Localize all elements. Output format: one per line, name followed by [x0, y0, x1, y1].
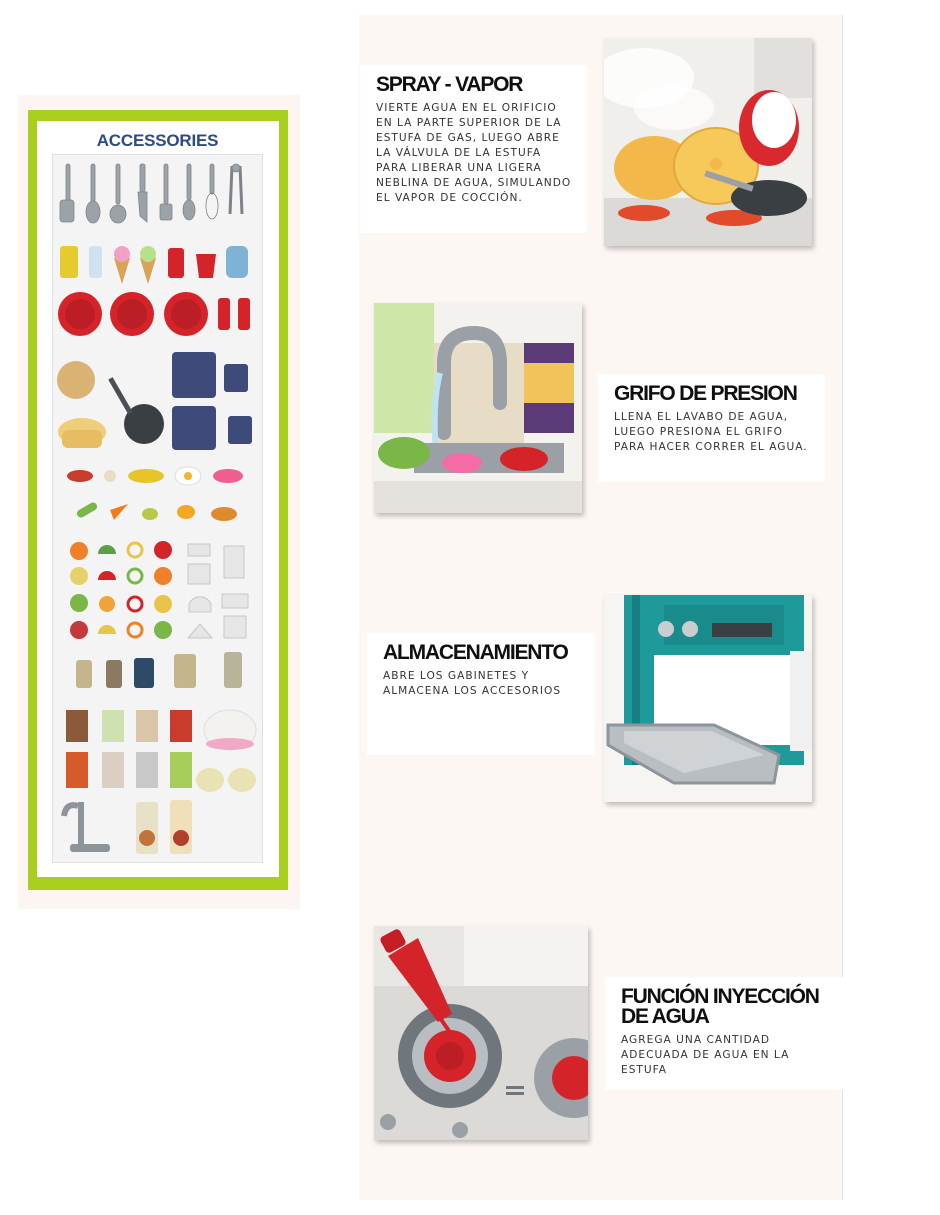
food-box-icon — [66, 710, 88, 742]
food-box-icon-5 — [102, 752, 124, 788]
ketchup-bottle-icon — [218, 298, 230, 330]
red-cup-icon — [196, 254, 216, 278]
carrot-icon — [110, 504, 128, 520]
fryer-icon — [172, 352, 216, 398]
jars-and-bottles-group — [76, 652, 242, 688]
slotted-spoon-icon — [86, 164, 100, 223]
faucet-group — [64, 800, 192, 854]
pitcher-icon — [174, 654, 196, 688]
food-box-icon-4 — [170, 710, 192, 742]
feature-description: ABRE LOS GABINETES Y ALMACENA LOS ACCESORIOS — [383, 670, 562, 697]
utensils-group — [60, 164, 242, 223]
tongs-icon — [230, 164, 242, 214]
whisk-icon — [206, 164, 218, 219]
feature-title: ALMACENAMIENTO — [383, 641, 568, 664]
food-items-group — [67, 467, 243, 485]
plates-and-sauces-group — [58, 292, 250, 336]
corn-icon — [128, 469, 164, 483]
fryer-part-icon — [228, 416, 252, 444]
feature-card-storage — [367, 633, 595, 755]
ladle-icon — [110, 164, 126, 223]
veggies-group — [75, 501, 237, 521]
sausage-icon — [67, 470, 93, 482]
feature-title: FUNCIÓN INYECCIÓN DE AGUA — [621, 985, 819, 1028]
accessories-illustration — [52, 154, 263, 863]
soda-can-icon — [168, 248, 184, 278]
drinks-group — [60, 246, 248, 284]
fryer-basket-icon — [172, 406, 216, 450]
coffee-cup-icon — [134, 658, 154, 688]
potato-icon — [142, 508, 158, 520]
sauce-bottle-icon — [238, 298, 250, 330]
faucet-icon — [78, 802, 84, 846]
pizza-box-icon — [66, 752, 88, 788]
water-injection-photo — [374, 926, 588, 1140]
detergent-bottle-icon — [226, 246, 248, 278]
spoon-icon — [183, 164, 195, 220]
faucet-sink-photo — [374, 303, 582, 513]
water-bottle-icon — [89, 246, 102, 278]
stove-steam-photo — [604, 38, 812, 246]
food-box-icon-2 — [102, 710, 124, 742]
fork-icon — [160, 164, 172, 220]
sauce-pack-icon — [136, 802, 158, 854]
mug-icon-2 — [228, 768, 256, 792]
container-icon — [188, 544, 210, 556]
chicken-icon — [177, 505, 195, 519]
oven-cabinet-photo — [604, 595, 812, 802]
feature-card-spray — [360, 65, 587, 233]
jar-icon — [76, 660, 92, 688]
sliced-vegetables-group — [70, 541, 248, 639]
feature-card-faucet — [598, 374, 825, 482]
mug-icon — [196, 768, 224, 792]
bottle-icon — [224, 652, 242, 688]
shrimp-icon — [211, 507, 237, 521]
food-box-icon-3 — [136, 710, 158, 742]
fryer-lid-icon — [224, 364, 248, 392]
food-boxes-group — [66, 710, 256, 792]
feature-description: LLENA EL LAVABO DE AGUA, LUEGO PRESIONA EL GRIFO PARA HACER CORRER EL AGUA. — [614, 411, 808, 453]
feature-title: GRIFO DE PRESION — [614, 382, 797, 405]
juice-bottle-icon — [60, 246, 78, 278]
jar-icon-2 — [106, 660, 122, 688]
milk-box-icon — [136, 752, 158, 788]
cutting-board-icon — [57, 361, 95, 399]
feature-title: SPRAY - VAPOR — [376, 73, 523, 96]
accessories-title: ACCESSORIES — [96, 131, 219, 150]
fish-icon — [213, 469, 243, 483]
feature-description: VIERTE AGUA EN EL ORIFICIO EN LA PARTE SUPERIOR DE LA ESTUFA DE GAS, LUEGO ABRE LA VÁLVULA DE LA ESTUFA PARA LIBERAR UNA LIGERA NEBLINA DE AGUA, SIMULANDO EL VAPOR DE COCCIÓN. — [376, 102, 572, 204]
feature-description: AGREGA UNA CANTIDAD ADECUADA DE AGUA EN LA ESTUFA — [621, 1034, 790, 1076]
knife-icon — [138, 164, 147, 222]
egg-icon — [104, 470, 116, 482]
spatula-icon — [60, 164, 74, 222]
cookware-group — [57, 352, 252, 450]
food-box-icon-6 — [170, 752, 192, 788]
cucumber-icon — [75, 501, 98, 519]
feature-card-water-injection — [605, 977, 845, 1090]
